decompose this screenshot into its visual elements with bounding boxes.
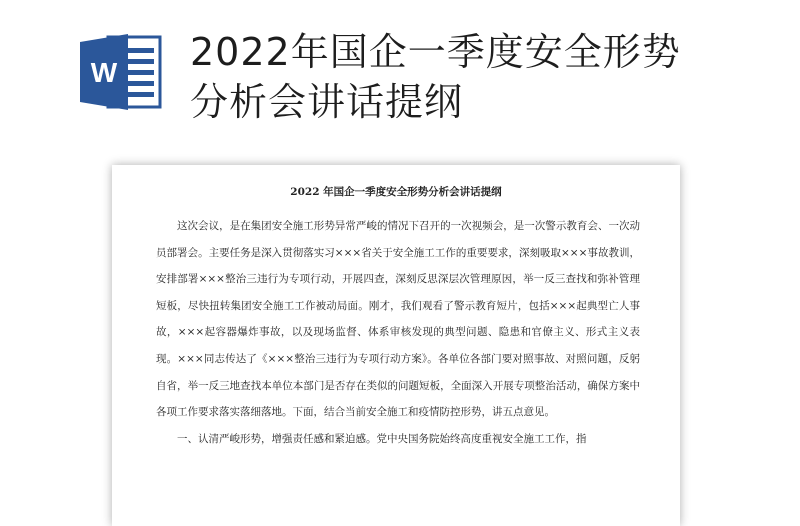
word-icon-letter: W <box>90 57 118 88</box>
page-title-line-2: 分析会讲话提纲 <box>190 80 464 124</box>
document-body <box>156 213 640 452</box>
document-paragraph-1: 这次会议，是在集团安全施工形势异常严峻的情况下召开的一次视频会，是一次警示教育会、一次动员部署会。主要任务是深入贯彻落实习×××省关于安全施工工作的重要要求，深刻吸取×××事故教训，安排部署×××整治三违行为专项行动，开展四查，深刻反思深层次管理原因，举一反三查找和弥补管理短板，尽快扭转集团安全施工工作被动局面。刚才，我们观看了警示教育短片，包括×××起典型亡人事故，×××起容器爆炸事故，以及现场监督、体系审核发现的典型问题、隐患和官僚主义、形式主义表现。×××同志传达了《×××整治三违行为专项行动方案》。各单位各部门要对照事故、对照问题，反躬自省，举一反三地查找本单位本部门是否存在类似的问题短板，全面深入开展专项整治活动，确保方案中各项工作要求落实落细落地。下面，结合当前安全施工和疫情防控形势，讲五点意见。 <box>156 220 640 419</box>
header <box>0 0 800 150</box>
document-paragraph-2: 一、认清严峻形势，增强责任感和紧迫感。党中央国务院始终高度重视安全施工工作，指 <box>177 432 587 445</box>
word-doc-icon <box>78 32 162 112</box>
document-page <box>112 165 680 526</box>
document-title: 2022 年国企一季度安全形势分析会讲话提纲 <box>290 186 502 198</box>
page-title-line-1: 2022年国企一季度安全形势 <box>190 30 681 74</box>
